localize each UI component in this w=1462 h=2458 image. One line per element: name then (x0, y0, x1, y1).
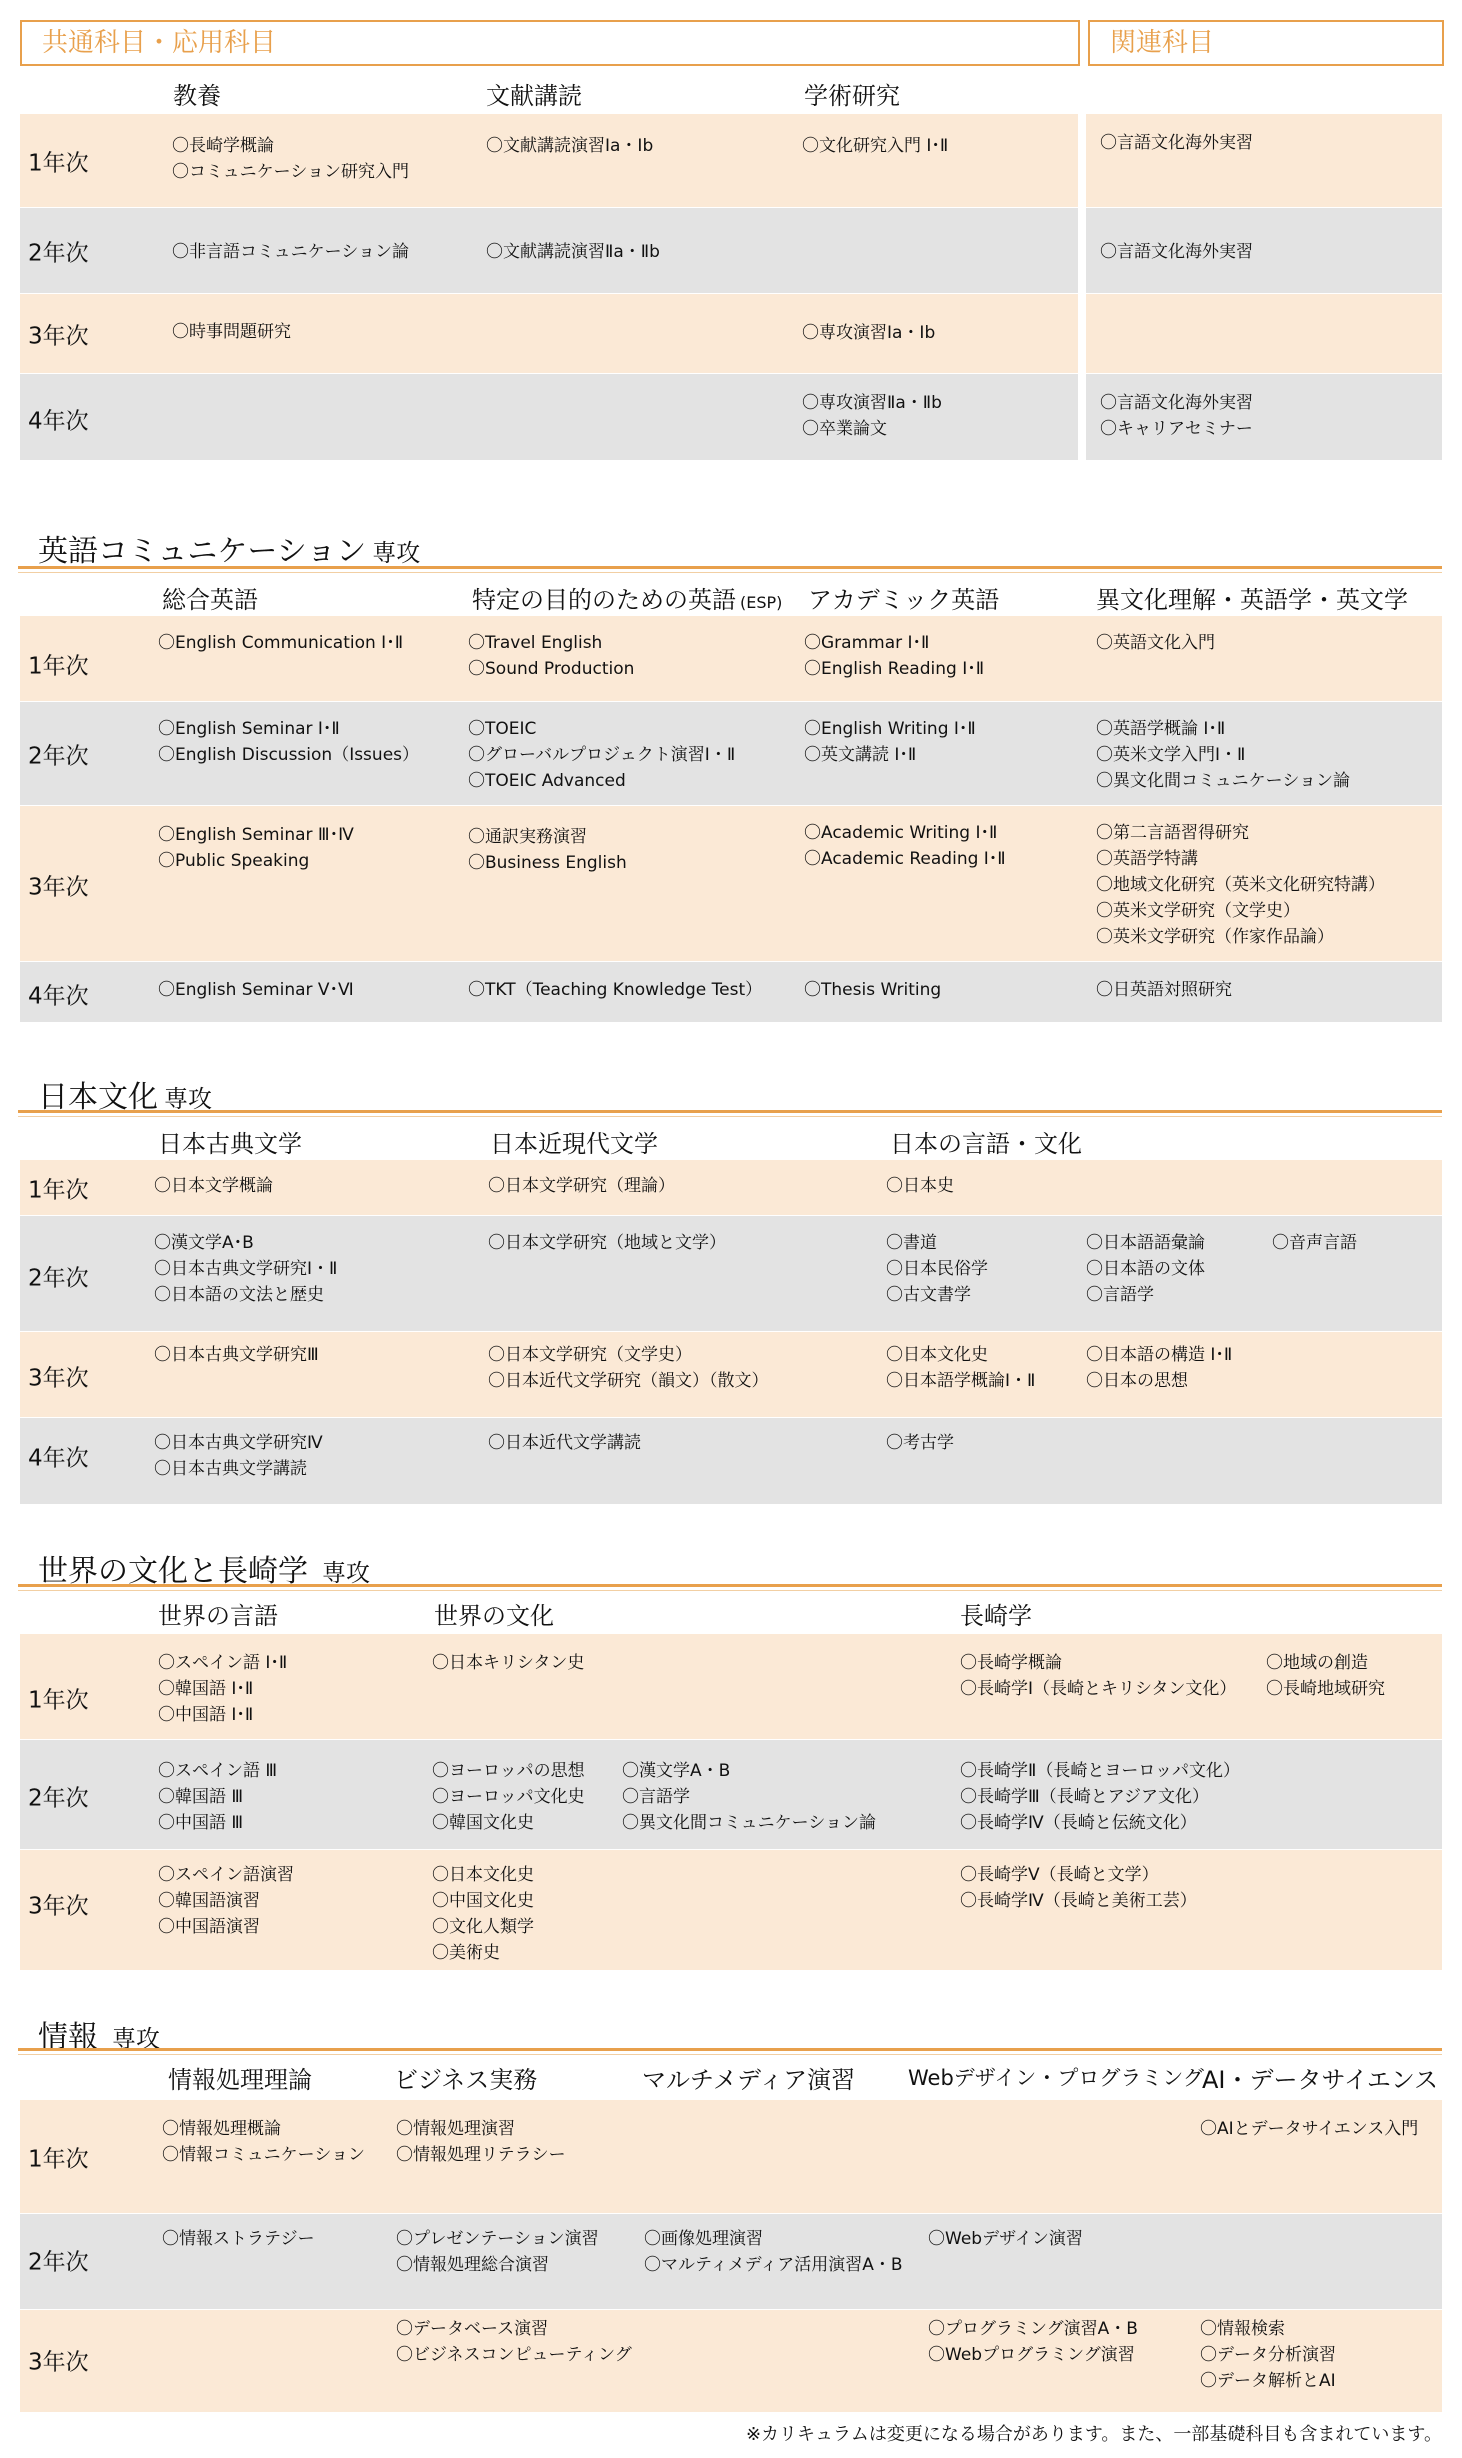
course-list (886, 1342, 1035, 1394)
course-item: 〇Business English (468, 853, 627, 873)
year-label: 3年次 (28, 874, 89, 901)
course-list (804, 977, 941, 1003)
course-item: 〇Travel English (468, 633, 603, 653)
course-list (432, 1862, 534, 1966)
course-list (488, 1230, 726, 1256)
col-head-koten: 日本古典文学 (158, 1130, 302, 1158)
course-list (432, 1758, 585, 1836)
course-item: 〇日本文学概論 (154, 1176, 273, 1196)
course-list (154, 1230, 337, 1308)
course-item: 〇美術史 (432, 1943, 500, 1963)
year-label: 1年次 (28, 653, 89, 680)
course-list (468, 630, 634, 682)
footnote: ※カリキュラムは変更になる場合があります。また、一部基礎科目も含まれています。 (745, 2424, 1442, 2445)
course-item: 〇日本文学研究（文学史） (488, 1345, 692, 1365)
course-item: 〇英米文学入門Ⅰ・Ⅱ (1096, 745, 1246, 765)
course-list (488, 1342, 769, 1394)
course-item: 〇English Seminar Ⅰ･Ⅱ (158, 719, 340, 739)
col-head-multimedia: マルチメディア演習 (642, 2066, 856, 2094)
course-item: 〇マルティメディア活用演習A・B (644, 2255, 903, 2275)
course-list (432, 1650, 584, 1676)
course-list (162, 2226, 315, 2252)
course-item: 〇長崎地域研究 (1266, 1679, 1385, 1699)
course-item: 〇中国語演習 (158, 1917, 260, 1937)
section-title-text: 日本文化 (38, 1080, 158, 1115)
course-item: 〇AIとデータサイエンス入門 (1200, 2119, 1419, 2139)
course-item: 〇書道 (886, 1233, 937, 1253)
course-list (154, 1430, 323, 1482)
course-list (158, 1650, 287, 1728)
course-list (802, 133, 948, 159)
course-item: 〇English Seminar Ⅲ･Ⅳ (158, 825, 354, 845)
section-title-english (38, 526, 420, 570)
course-item: 〇日本文学研究（理論） (488, 1176, 675, 1196)
course-list (1266, 1650, 1385, 1702)
course-item: 〇スペイン語 Ⅲ (158, 1761, 278, 1781)
course-list (1096, 630, 1215, 656)
course-item: 〇English Writing Ⅰ･Ⅱ (804, 719, 976, 739)
course-item: 〇長崎学Ⅲ（長崎とアジア文化） (960, 1787, 1210, 1807)
course-item: 〇Webプログラミング演習 (928, 2345, 1135, 2365)
year-label: 1年次 (28, 1687, 89, 1714)
course-item: 〇English Seminar Ⅴ･Ⅵ (158, 980, 354, 1000)
course-item: 〇韓国語 Ⅲ (158, 1787, 244, 1807)
year-label: 1年次 (28, 150, 89, 177)
course-item: 〇韓国文化史 (432, 1813, 534, 1833)
year-label: 3年次 (28, 1365, 89, 1392)
course-item: 〇データ解析とAI (1200, 2371, 1336, 2391)
course-item: 〇古文書学 (886, 1285, 971, 1305)
course-item: 〇Grammar Ⅰ･Ⅱ (804, 633, 930, 653)
col-head-sogo-eigo: 総合英語 (162, 586, 258, 614)
course-list (960, 1650, 1236, 1702)
course-item: 〇日本語の文法と歴史 (154, 1285, 324, 1305)
course-list (1096, 820, 1385, 950)
course-list (886, 1173, 954, 1199)
course-item: 〇言語文化海外実習 (1100, 242, 1253, 262)
section-title-suffix: 専攻 (164, 1085, 212, 1113)
course-item: 〇文献講読演習Ⅱa・Ⅱb (486, 242, 660, 262)
year-label: 2年次 (28, 743, 89, 770)
section-title-text: 英語コミュニケーション (38, 534, 367, 569)
course-list (1086, 1342, 1232, 1394)
course-list (172, 239, 409, 265)
course-item: 〇プログラミング演習A・B (928, 2319, 1138, 2339)
course-list (1096, 716, 1350, 794)
course-item: 〇異文化間コミュニケーション論 (1096, 771, 1350, 791)
course-item: 〇Academic Reading Ⅰ･Ⅱ (804, 849, 1006, 869)
course-item: 〇TKT（Teaching Knowledge Test） (468, 980, 763, 1000)
year-label: 2年次 (28, 2249, 89, 2276)
year-label: 2年次 (28, 240, 89, 267)
related-subjects-header-label: 関連科目 (1110, 28, 1215, 58)
course-item: 〇日本キリシタン史 (432, 1653, 585, 1673)
year-label: 1年次 (28, 2146, 89, 2173)
col-head-kingendai: 日本近現代文学 (490, 1130, 658, 1158)
course-item: 〇データ分析演習 (1200, 2345, 1336, 2365)
course-item: 〇日本民俗学 (886, 1259, 988, 1279)
course-item: 〇韓国語演習 (158, 1891, 260, 1911)
course-item: 〇長崎学概論 (960, 1653, 1062, 1673)
course-item: 〇ビジネスコンピューティング (396, 2345, 632, 2365)
col-head-gakujutsu: 学術研究 (804, 82, 900, 110)
course-list (486, 239, 660, 265)
col-head-business: ビジネス実務 (394, 2066, 538, 2094)
course-item: 〇日本語の文体 (1086, 1259, 1205, 1279)
course-item: 〇英語学概論 Ⅰ･Ⅱ (1096, 719, 1226, 739)
course-item: 〇プレゼンテーション演習 (396, 2229, 599, 2249)
course-item: 〇Thesis Writing (804, 980, 942, 1000)
course-list (396, 2226, 599, 2278)
year-label: 3年次 (28, 2349, 89, 2376)
course-list (154, 1342, 319, 1368)
course-list (172, 319, 291, 345)
course-item: 〇データベース演習 (396, 2319, 549, 2339)
year-label: 2年次 (28, 1785, 89, 1812)
course-item: 〇日本近代文学研究（韻文）（散文） (488, 1371, 769, 1391)
course-list (158, 1758, 277, 1836)
course-list (396, 2116, 566, 2168)
course-item: 〇長崎学概論 (172, 136, 274, 156)
course-item: 〇日本文化史 (886, 1345, 988, 1365)
common-subjects-header (20, 20, 1080, 66)
course-item: 〇日本語の構造 Ⅰ･Ⅱ (1086, 1345, 1233, 1365)
course-item: 〇ヨーロッパの思想 (432, 1761, 585, 1781)
course-item: 〇情報処理概論 (162, 2119, 281, 2139)
col-head-ibunka: 異文化理解・英語学・英文学 (1096, 586, 1408, 614)
course-list (396, 2316, 632, 2368)
course-item: 〇漢文学A・B (622, 1761, 731, 1781)
course-item: 〇英語文化入門 (1096, 633, 1215, 653)
course-item: 〇言語学 (622, 1787, 690, 1807)
english-row-1 (20, 616, 1442, 702)
course-item: 〇長崎学Ⅳ（長崎と美術工芸） (960, 1891, 1197, 1911)
course-item: 〇日本古典文学研究Ⅲ (154, 1345, 319, 1365)
course-item: 〇言語学 (1086, 1285, 1154, 1305)
course-list (1272, 1230, 1357, 1256)
course-list (1086, 1230, 1205, 1308)
course-item: 〇情報処理リテラシー (396, 2145, 566, 2165)
course-item: 〇TOEIC (468, 719, 537, 739)
course-item: 〇Public Speaking (158, 851, 310, 871)
course-item: 〇画像処理演習 (644, 2229, 763, 2249)
course-item: 〇Webデザイン演習 (928, 2229, 1083, 2249)
course-list (1200, 2116, 1418, 2142)
col-head-world-lang: 世界の言語 (158, 1602, 278, 1630)
course-list (960, 1862, 1197, 1914)
common-subjects-header-label: 共通科目・応用科目 (42, 28, 277, 58)
course-list (928, 2316, 1138, 2368)
course-list (1100, 130, 1253, 156)
course-item: 〇英米文学研究（文学史） (1096, 901, 1300, 921)
course-list (802, 320, 935, 346)
course-item: 〇日本古典文学研究Ⅳ (154, 1433, 323, 1453)
course-item: 〇中国語 Ⅰ･Ⅱ (158, 1705, 254, 1725)
course-item: 〇日本古典文学講読 (154, 1459, 307, 1479)
col-head-kyoyo: 教養 (173, 82, 221, 110)
col-head-bunken: 文献講読 (486, 82, 582, 110)
course-item: 〇English Communication Ⅰ･Ⅱ (158, 633, 404, 653)
course-list (468, 824, 627, 876)
course-item: 〇音声言語 (1272, 1233, 1357, 1253)
course-item: 〇Sound Production (468, 659, 635, 679)
course-item: 〇英語学特講 (1096, 849, 1198, 869)
course-list (468, 716, 735, 794)
course-item: 〇韓国語 Ⅰ･Ⅱ (158, 1679, 254, 1699)
course-item: 〇日英語対照研究 (1096, 980, 1232, 1000)
course-item: 〇English Reading Ⅰ･Ⅱ (804, 659, 985, 679)
course-item: 〇時事問題研究 (172, 322, 291, 342)
course-list (158, 630, 403, 656)
course-item: 〇中国語 Ⅲ (158, 1813, 244, 1833)
course-list (804, 716, 976, 768)
course-item: 〇通訳実務演習 (468, 827, 587, 847)
course-item: 〇地域の創造 (1266, 1653, 1368, 1673)
course-item: 〇情報コミュニケーション (162, 2145, 365, 2165)
course-item: 〇漢文学A･B (154, 1233, 254, 1253)
course-item: 〇ヨーロッパ文化史 (432, 1787, 585, 1807)
col-head-gengo-bunka: 日本の言語・文化 (890, 1130, 1082, 1158)
course-item: 〇グローバルプロジェクト演習Ⅰ・Ⅱ (468, 745, 736, 765)
course-list (158, 977, 354, 1003)
course-item: 〇日本文学研究（地域と文学） (488, 1233, 726, 1253)
col-head-world-culture: 世界の文化 (434, 1602, 554, 1630)
course-item: 〇異文化間コミュニケーション論 (622, 1813, 876, 1833)
course-list (644, 2226, 903, 2278)
col-head-ai: AI・データサイエンス (1202, 2066, 1439, 2094)
course-item: 〇専攻演習Ⅰa・Ⅰb (802, 323, 936, 343)
course-item: 〇コミュニケーション研究入門 (172, 162, 409, 182)
course-list (1100, 390, 1253, 442)
year-label: 4年次 (28, 1445, 89, 1472)
course-item: 〇スペイン語 Ⅰ･Ⅱ (158, 1653, 288, 1673)
course-item: 〇English Discussion（Issues） (158, 745, 420, 765)
course-list (804, 820, 1006, 872)
section-title-text: 情報 (38, 2020, 98, 2055)
section-title-suffix: 専攻 (112, 2025, 160, 2053)
col-head-academic: アカデミック英語 (808, 586, 1000, 614)
section-title-text: 世界の文化と長崎学 (38, 1554, 308, 1589)
section-title-suffix: 専攻 (372, 539, 421, 567)
course-list (172, 133, 409, 185)
course-item: 〇情報処理演習 (396, 2119, 515, 2139)
course-item: 〇Academic Writing Ⅰ･Ⅱ (804, 823, 998, 843)
course-item: 〇日本史 (886, 1176, 954, 1196)
course-item: 〇長崎学Ⅳ（長崎と伝統文化） (960, 1813, 1197, 1833)
related-subjects-header (1088, 20, 1444, 66)
course-item: 〇キャリアセミナー (1100, 419, 1253, 439)
year-label: 3年次 (28, 1893, 89, 1920)
course-item: 〇言語文化海外実習 (1100, 133, 1253, 153)
course-list (486, 133, 653, 159)
course-list (886, 1230, 988, 1308)
course-item: 〇文化研究入門 Ⅰ･Ⅱ (802, 136, 949, 156)
course-item: 〇英文講読 Ⅰ･Ⅱ (804, 745, 917, 765)
year-label: 1年次 (28, 1177, 89, 1204)
course-list (154, 1173, 273, 1199)
course-item: 〇言語文化海外実習 (1100, 393, 1253, 413)
course-list (1200, 2316, 1336, 2394)
course-list (162, 2116, 365, 2168)
course-list (928, 2226, 1083, 2252)
col-head-nagasaki: 長崎学 (960, 1602, 1032, 1630)
course-list (468, 977, 762, 1003)
course-list (1100, 239, 1253, 265)
course-list (804, 630, 984, 682)
course-list (1096, 977, 1232, 1003)
col-head-esp (472, 580, 782, 615)
course-item: 〇情報処理総合演習 (396, 2255, 549, 2275)
course-item: 〇文献講読演習Ⅰa・Ⅰb (486, 136, 654, 156)
course-item: 〇情報検索 (1200, 2319, 1285, 2339)
course-item: 〇第二言語習得研究 (1096, 823, 1249, 843)
course-item: 〇地域文化研究（英米文化研究特講） (1096, 875, 1385, 895)
course-item: 〇長崎学Ⅰ（長崎とキリシタン文化） (960, 1679, 1237, 1699)
course-item: 〇日本語学概論Ⅰ・Ⅱ (886, 1371, 1036, 1391)
course-item: 〇日本近代文学講読 (488, 1433, 641, 1453)
col-head-web: Webデザイン・プログラミング (908, 2066, 1204, 2090)
col-head-esp-suffix: (ESP) (740, 593, 783, 612)
course-list (886, 1430, 954, 1456)
course-list (158, 1862, 294, 1940)
course-list (488, 1173, 675, 1199)
course-item: 〇情報ストラテジー (162, 2229, 315, 2249)
course-item: 〇日本文化史 (432, 1865, 534, 1885)
course-list (158, 716, 419, 768)
course-item: 〇長崎学Ⅱ（長崎とヨーロッパ文化） (960, 1761, 1241, 1781)
course-list (960, 1758, 1240, 1836)
course-list (158, 822, 354, 874)
year-label: 4年次 (28, 983, 89, 1010)
year-label: 2年次 (28, 1265, 89, 1292)
course-list (488, 1430, 641, 1456)
course-list (802, 390, 942, 442)
year-label: 4年次 (28, 408, 89, 435)
section-title-suffix: 専攻 (322, 1559, 370, 1587)
course-item: 〇日本の思想 (1086, 1371, 1188, 1391)
year-label: 3年次 (28, 323, 89, 350)
course-item: 〇文化人類学 (432, 1917, 534, 1937)
col-head-info-theory: 情報処理理論 (168, 2066, 312, 2094)
course-item: 〇日本語語彙論 (1086, 1233, 1205, 1253)
course-item: 〇中国文化史 (432, 1891, 534, 1911)
course-item: 〇日本古典文学研究Ⅰ・Ⅱ (154, 1259, 338, 1279)
course-item: 〇スペイン語演習 (158, 1865, 294, 1885)
course-item: 〇非言語コミュニケーション論 (172, 242, 409, 262)
course-item: 〇TOEIC Advanced (468, 771, 626, 791)
course-list (622, 1758, 876, 1836)
col-head-esp-text: 特定の目的のための英語 (472, 586, 736, 614)
course-item: 〇専攻演習Ⅱa・Ⅱb (802, 393, 942, 413)
course-item: 〇卒業論文 (802, 419, 887, 439)
course-item: 〇英米文学研究（作家作品論） (1096, 927, 1334, 947)
course-item: 〇考古学 (886, 1433, 954, 1453)
course-item: 〇長崎学Ⅴ（長崎と文学） (960, 1865, 1159, 1885)
